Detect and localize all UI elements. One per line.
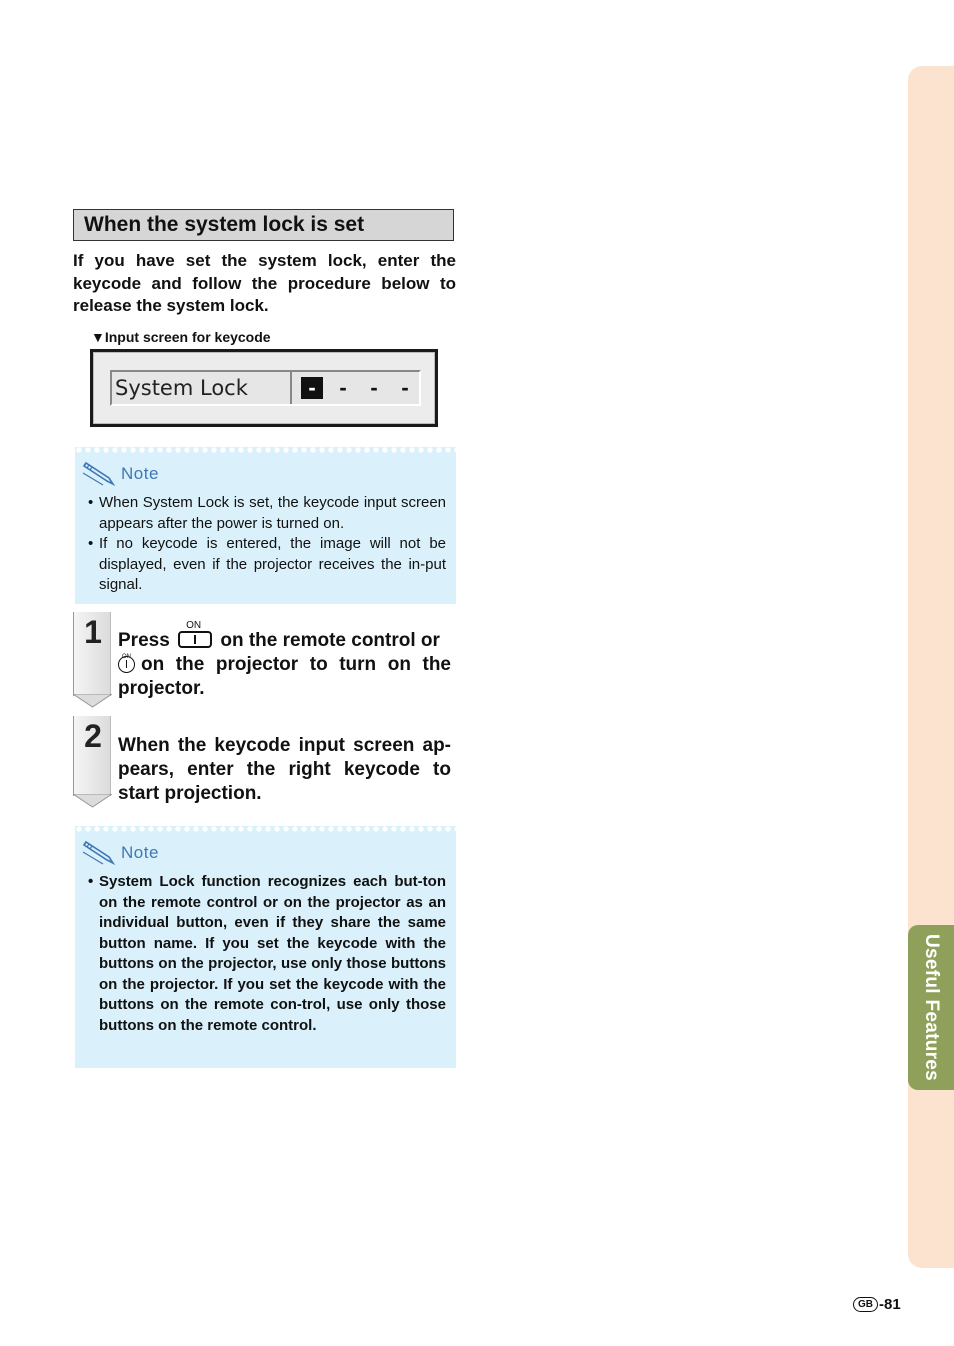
note-title: Note	[121, 464, 159, 483]
code-slot: -	[370, 375, 378, 400]
intro-paragraph: If you have set the system lock, enter the keycode and follow the procedure below to release the system lock.	[73, 251, 456, 315]
note-box	[75, 447, 456, 604]
keycode-input-screen	[90, 349, 438, 427]
step-number: 1	[84, 614, 102, 650]
region-badge: GB	[853, 1297, 878, 1312]
note-item: • When System Lock is set, the keycode input screen appears after the power is turned on.	[88, 493, 446, 534]
note-title: Note	[121, 843, 159, 862]
code-slot: -	[401, 375, 409, 400]
step-1-tab	[73, 612, 111, 696]
on-button-icon: ON	[178, 631, 212, 648]
side-tab-label: Useful Features	[921, 933, 942, 1082]
step-2-tab	[73, 716, 111, 796]
figure-caption: ▼Input screen for keycode	[91, 329, 271, 345]
note-box	[75, 826, 456, 1068]
page-number	[853, 1296, 901, 1313]
code-slot: -	[301, 377, 323, 399]
page-number-text: -81	[879, 1296, 901, 1313]
step-2-text: When the keycode input screen ap-pears, enter the right keycode to start projection.	[118, 735, 451, 804]
screen-label: System Lock	[112, 372, 292, 404]
step-number: 2	[84, 718, 102, 754]
step-1-text: Press ON on the remote control or ON on the projector to turn on the projector.	[118, 620, 451, 699]
keycode-field	[110, 370, 421, 406]
pencil-icon	[81, 461, 117, 487]
pencil-icon	[81, 840, 117, 866]
power-icon: ON	[118, 656, 135, 673]
note-item: • System Lock function recognizes each but-ton on the remote control or on the projector as an individual button, even if they share the same button name. If you set the keycode with the buttons on the projector, use only those buttons on the projector. If you set the keycode with the buttons on the remote con-trol, use only those buttons on the remote control.	[88, 872, 446, 1036]
section-title: When the system lock is set	[73, 209, 454, 241]
note-item: • If no keycode is entered, the image will not be displayed, even if the projector receives the in-put signal.	[88, 534, 446, 596]
code-slot: -	[339, 375, 347, 400]
side-tab-useful-features[interactable]	[908, 925, 954, 1090]
